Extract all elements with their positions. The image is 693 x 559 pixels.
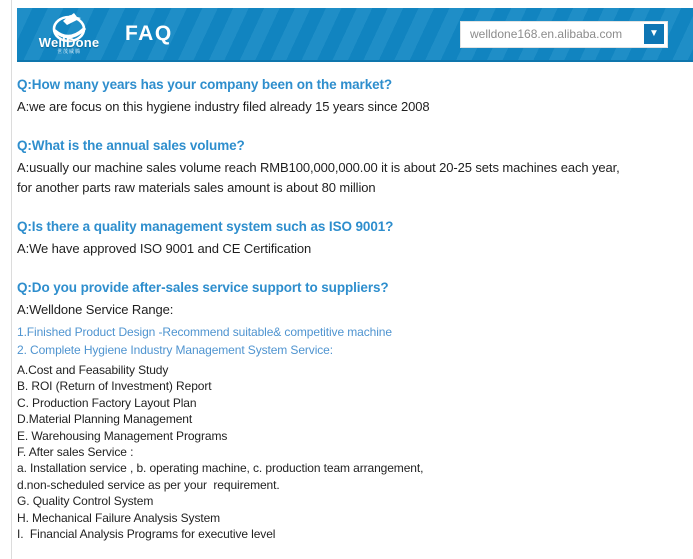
service-list-item: d.non-scheduled service as per your requirement. [17, 477, 280, 492]
faq-answer-line: A:we are focus on this hygiene industry filed already 15 years since 2008 [17, 99, 430, 114]
service-list-item: H. Mechanical Failure Analysis System [17, 510, 221, 525]
logo-brand-text: WellDone [38, 35, 100, 50]
service-list [17, 362, 683, 542]
faq-question: Q:How many years has your company been on the market? [17, 77, 393, 92]
service-highlight-line: 2. Complete Hygiene Industry Management System Service: [17, 342, 333, 357]
dropdown-arrow-icon[interactable]: ▼ [644, 24, 664, 44]
page-left-border [11, 0, 12, 559]
domain-dropdown-value[interactable]: welldone168.en.alibaba.com [470, 27, 623, 41]
service-list-item: C. Production Factory Layout Plan [17, 395, 197, 410]
faq-section [17, 138, 683, 198]
header-bar [17, 8, 693, 62]
faq-answer-line: for another parts raw materials sales amount is about 80 million [17, 180, 376, 195]
faq-content [17, 62, 683, 559]
faq-section [17, 219, 683, 259]
service-list-item: A.Cost and Feasability Study [17, 363, 169, 377]
faq-question: Q:What is the annual sales volume? [17, 138, 245, 153]
service-list-item: E. Warehousing Management Programs [17, 428, 228, 443]
service-list-item: G. Quality Control System [17, 494, 154, 509]
service-list-item: D.Material Planning Management [17, 412, 193, 427]
faq-section [17, 280, 683, 542]
faq-question: Q:Is there a quality management system such as ISO 9001? [17, 219, 394, 234]
service-list-item: a. Installation service , b. operating machine, c. production team arrangement, [17, 461, 424, 476]
company-logo [27, 13, 111, 55]
domain-dropdown[interactable] [460, 21, 668, 48]
faq-question: Q:Do you provide after-sales service support to suppliers? [17, 280, 389, 295]
service-list-item: I. Financial Analysis Programs for executive level [17, 527, 276, 542]
page-title: FAQ [125, 22, 173, 45]
service-highlight-line: 1.Finished Product Design -Recommend suitable& competitive machine [17, 325, 392, 339]
service-list-item: B. ROI (Return of Investment) Report [17, 379, 212, 394]
logo-chinese-subtext: 世茂威腾 [56, 49, 81, 55]
faq-answer-line: A:We have approved ISO 9001 and CE Certification [17, 241, 312, 256]
faq-section [17, 77, 683, 117]
service-list-item: F. After sales Service : [17, 445, 134, 460]
service-highlight-list [17, 324, 683, 359]
faq-answer-line: A:Welldone Service Range: [17, 302, 174, 317]
faq-answer-line: A:usually our machine sales volume reach RMB100,000,000.00 it is about 20-25 sets machines each year, [17, 160, 620, 175]
